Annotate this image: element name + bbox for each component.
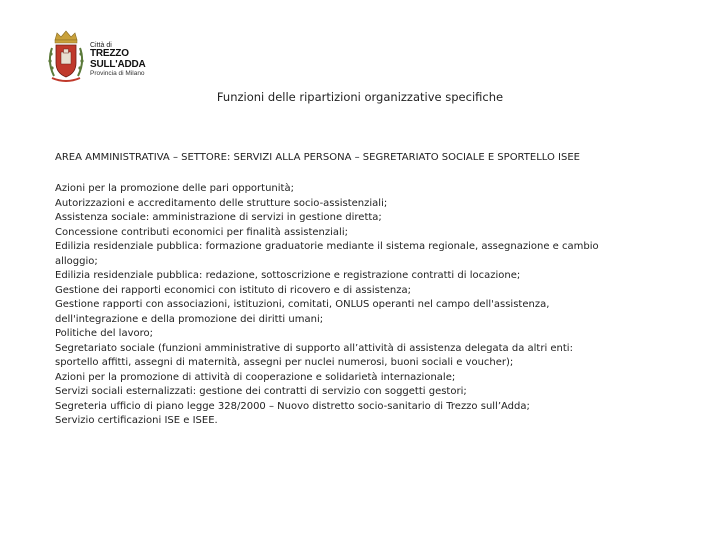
logo-city-prefix: Città di [90,42,112,49]
list-item: Gestione rapporti con associazioni, istituzioni, comitati, ONLUS operanti nel campo dell'assistenza, [55,299,550,310]
functions-list [55,182,655,429]
area-heading: AREA AMMINISTRATIVA – SETTORE: SERVIZI ALLA PERSONA – SEGRETARIATO SOCIALE E SPORTELLO ISEE [55,152,580,163]
logo-text [90,42,186,78]
list-item: Azioni per la promozione di attività di cooperazione e solidarietà internazionale; [55,371,456,383]
list-item: Servizio certificazioni ISE e ISEE. [55,415,218,426]
list-item: Politiche del lavoro; [55,328,153,339]
list-item: Autorizzazioni e accreditamento delle strutture socio-assistenziali; [55,197,388,209]
list-item: Servizi sociali esternalizzati: gestione dei contratti di servizio con soggetti gestori; [55,386,467,397]
list-item: sportello affitti, assegni di maternità, assegni per nuclei numerosi, buoni sociali e voucher); [55,357,514,368]
page-title: Funzioni delle ripartizioni organizzative specifiche [216,90,504,104]
list-item: Gestione dei rapporti economici con istituto di ricovero e di assistenza; [55,284,411,296]
list-item: Concessione contributi economici per finalità assistenziali; [55,226,348,238]
list-item: Azioni per la promozione delle pari opportunità; [55,183,294,194]
logo-province: Provincia di Milano [90,70,145,78]
list-item: Segretariato sociale (funzioni amministrative di supporto all’attività di assistenza delegata da altri enti: [55,342,573,354]
list-item: Segreteria ufficio di piano legge 328/2000 – Nuovo distretto socio-sanitario di Trezzo sull’Adda; [55,400,530,412]
list-item: Edilizia residenziale pubblica: redazione, sottoscrizione e registrazione contratti di locazione; [55,270,521,281]
list-item: alloggio; [55,255,98,267]
list-item: dell'integrazione e della promozione dei diritti umani; [55,313,324,325]
logo-city-name: TREZZO SULL'ADDA [90,48,146,70]
municipality-logo [46,30,186,86]
list-item: Edilizia residenziale pubblica: formazione graduatorie mediante il sistema regionale, assegnazione e cambio [55,241,599,252]
list-item: Assistenza sociale: amministrazione di servizi in gestione diretta; [55,212,382,223]
coat-of-arms-icon [46,30,86,86]
